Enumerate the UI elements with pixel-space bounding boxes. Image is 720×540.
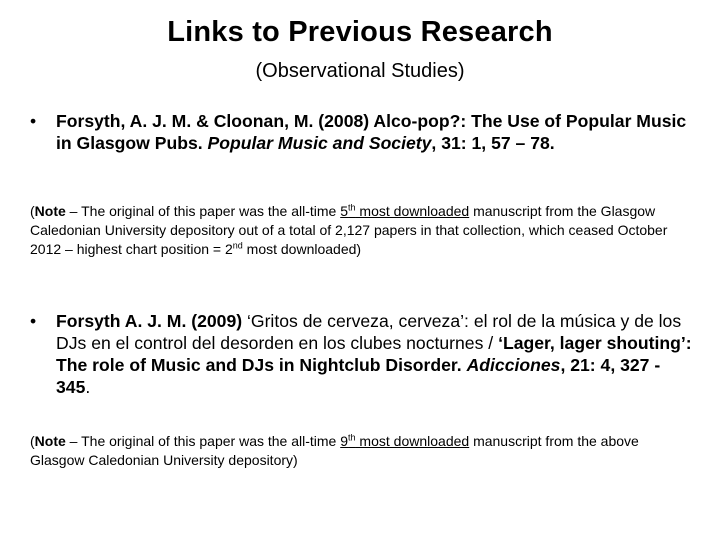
note-2-text-b: manuscript from the above Glasgow Caledonian University depository) (30, 433, 639, 468)
note-2-text-a: – The original of this paper was the all-time (65, 433, 341, 449)
note-1-text-b: manuscript from the Glasgow Caledonian University depository out of a total of 2,127 papers in that collection, which ceased October 2012 – highest chart position = (30, 203, 668, 257)
note-1-text-c: most downloaded) (242, 241, 362, 257)
note-1-rank (340, 203, 469, 219)
bullet-icon: • (30, 111, 37, 131)
note-2-label: Note (34, 433, 66, 449)
slide-title: Links to Previous Research (167, 16, 553, 48)
note-1-rank-text: most downloaded (355, 203, 470, 219)
reference-1-authors: Forsyth, A. J. M. & Cloonan, M. (2008) Alco-pop?: The Use of Popular Music in Glasgow Pubs. (56, 111, 687, 153)
bullet-icon: • (30, 311, 37, 331)
note-1-open-paren: ( (30, 203, 35, 219)
reference-2-journal: Adicciones (466, 355, 561, 375)
reference-2-details: , 21: 4, 327 - 345 (56, 355, 661, 397)
reference-text-2 (56, 310, 695, 398)
reference-1-journal: Popular Music and Society (207, 133, 432, 153)
note-1 (30, 202, 695, 259)
note-1-label: Note (34, 203, 66, 219)
note-1-position-number: 2 (224, 241, 233, 257)
note-1-rank-number: 5 (340, 203, 349, 219)
note-2-open-paren: ( (30, 433, 35, 449)
note-1-rank-suffix: th (348, 202, 356, 213)
reference-2-authors: Forsyth A. J. M. (2009) (56, 311, 243, 331)
reference-2-end: . (85, 377, 91, 397)
reference-2-spanish-title: ‘Gritos de cerveza, cerveza’: el rol de la música y de los DJs en el control del desorden en los clubes nocturnes / (56, 311, 682, 353)
reference-text-1 (56, 110, 695, 154)
reference-2-english-title: ‘Lager, lager shouting’: The role of Music and DJs in Nightclub Disorder. (56, 333, 692, 375)
note-2-rank (340, 433, 469, 449)
reference-1-details: , 31: 1, 57 – 78. (431, 133, 555, 153)
note-2 (30, 432, 695, 470)
reference-item-1 (30, 110, 695, 154)
note-2-rank-text: most downloaded (355, 433, 470, 449)
note-2-rank-number: 9 (340, 433, 349, 449)
note-1-position-suffix: nd (232, 240, 243, 251)
note-1-text-a: – The original of this paper was the all-time (65, 203, 341, 219)
note-2-rank-suffix: th (348, 432, 356, 443)
slide-subtitle: (Observational Studies) (255, 60, 465, 82)
reference-item-2 (30, 310, 695, 398)
